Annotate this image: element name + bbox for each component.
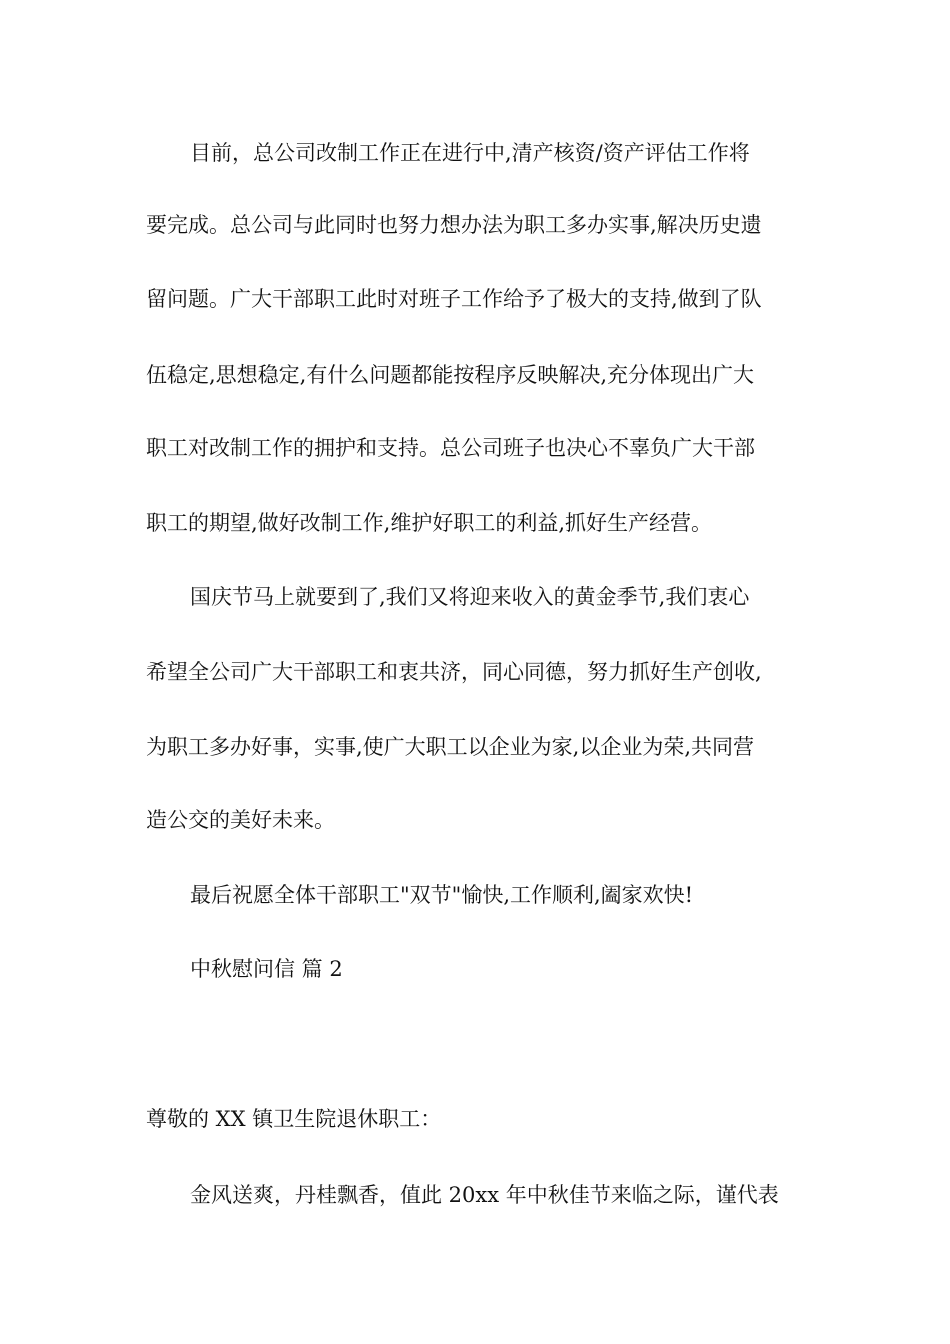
paragraph-line: 造公交的美好未来。: [146, 808, 335, 832]
paragraph-line: 国庆节马上就要到了,我们又将迎来收入的黄金季节,我们衷心: [190, 585, 750, 609]
paragraph-line: 希望全公司广大干部职工和衷共济，同心同德，努力抓好生产创收,: [146, 660, 762, 684]
paragraph-line: 目前，总公司改制工作正在进行中,清产核资/资产评估工作将: [190, 141, 750, 165]
paragraph-line: 为职工多办好事，实事,使广大职工以企业为家,以企业为荣,共同营: [146, 735, 755, 759]
paragraph-line: 伍稳定,思想稳定,有什么问题都能按程序反映解决,充分体现出广大: [146, 363, 755, 387]
paragraph-line: 金风送爽，丹桂飘香，值此 20xx 年中秋佳节来临之际，谨代表: [190, 1183, 779, 1207]
paragraph-line: 职工对改制工作的拥护和支持。总公司班子也决心不辜负广大干部: [146, 436, 755, 460]
salutation-line: 尊敬的 XX 镇卫生院退休职工：: [146, 1107, 442, 1131]
paragraph-line: 职工的期望,做好改制工作,维护好职工的利益,抓好生产经营。: [146, 511, 713, 535]
paragraph-line: 要完成。总公司与此同时也努力想办法为职工多办实事,解决历史遗: [146, 213, 762, 237]
paragraph-line: 留问题。广大干部职工此时对班子工作给予了极大的支持,做到了队: [146, 287, 762, 311]
section-heading: 中秋慰问信 篇 2: [190, 957, 343, 981]
closing-wish-line: 最后祝愿全体干部职工"双节"愉快,工作顺利,阖家欢快!: [190, 883, 694, 907]
